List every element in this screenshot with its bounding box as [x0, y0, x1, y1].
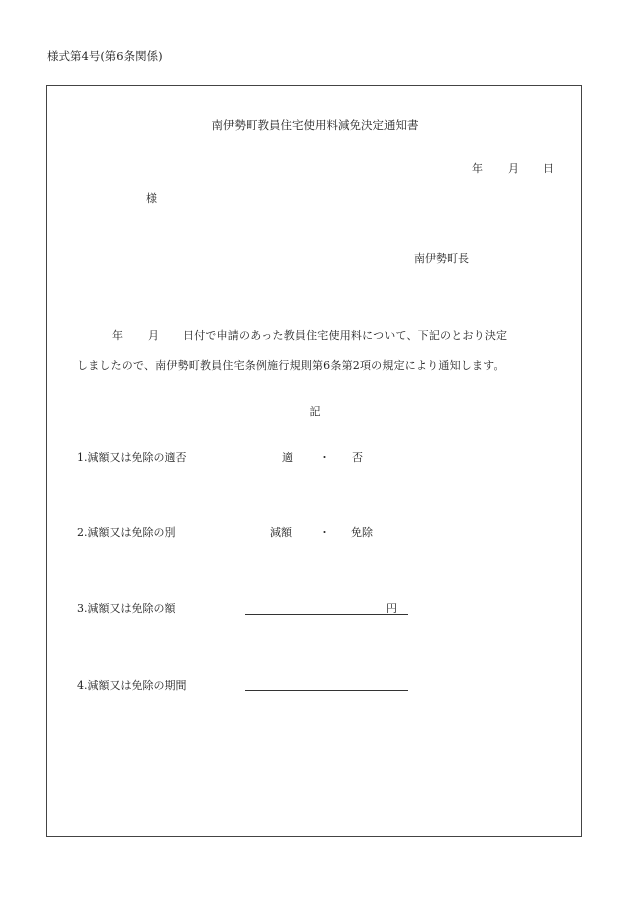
item-3-label: 3.減額又は免除の額 [77, 602, 176, 615]
body-year-label: 年 [112, 329, 123, 342]
recipient-honorific: 様 [146, 192, 157, 205]
form-number-label: 様式第4号(第6条関係) [47, 49, 163, 63]
issuer-name: 南伊勢町長 [414, 252, 469, 265]
item-2-option-exemption: 免除 [351, 526, 373, 539]
ki-heading: 記 [309, 405, 321, 418]
body-text-line-2: しましたので、南伊勢町教員住宅条例施行規則第6条第2項の規定により通知します。 [77, 359, 505, 372]
document-title: 南伊勢町教員住宅使用料減免決定通知書 [211, 118, 419, 132]
item-2-separator: ・ [319, 526, 330, 539]
item-1-separator: ・ [319, 451, 330, 464]
body-text-line-1: 日付で申請のあった教員住宅使用料について、下記のとおり決定 [183, 329, 508, 342]
item-1-option-deny: 否 [352, 451, 363, 464]
item-2-label: 2.減額又は免除の別 [77, 526, 176, 539]
item-3-amount-underline [245, 614, 408, 615]
item-4-label: 4.減額又は免除の期間 [77, 679, 187, 692]
item-4-period-underline [245, 690, 408, 691]
item-1-option-approve: 適 [282, 451, 293, 464]
date-day-label: 日 [543, 162, 554, 175]
body-month-label: 月 [148, 329, 159, 342]
item-3-unit-yen: 円 [386, 602, 397, 615]
item-1-label: 1.減額又は免除の適否 [77, 451, 187, 464]
item-2-option-reduction: 減額 [270, 526, 292, 539]
date-month-label: 月 [508, 162, 519, 175]
date-year-label: 年 [472, 162, 483, 175]
